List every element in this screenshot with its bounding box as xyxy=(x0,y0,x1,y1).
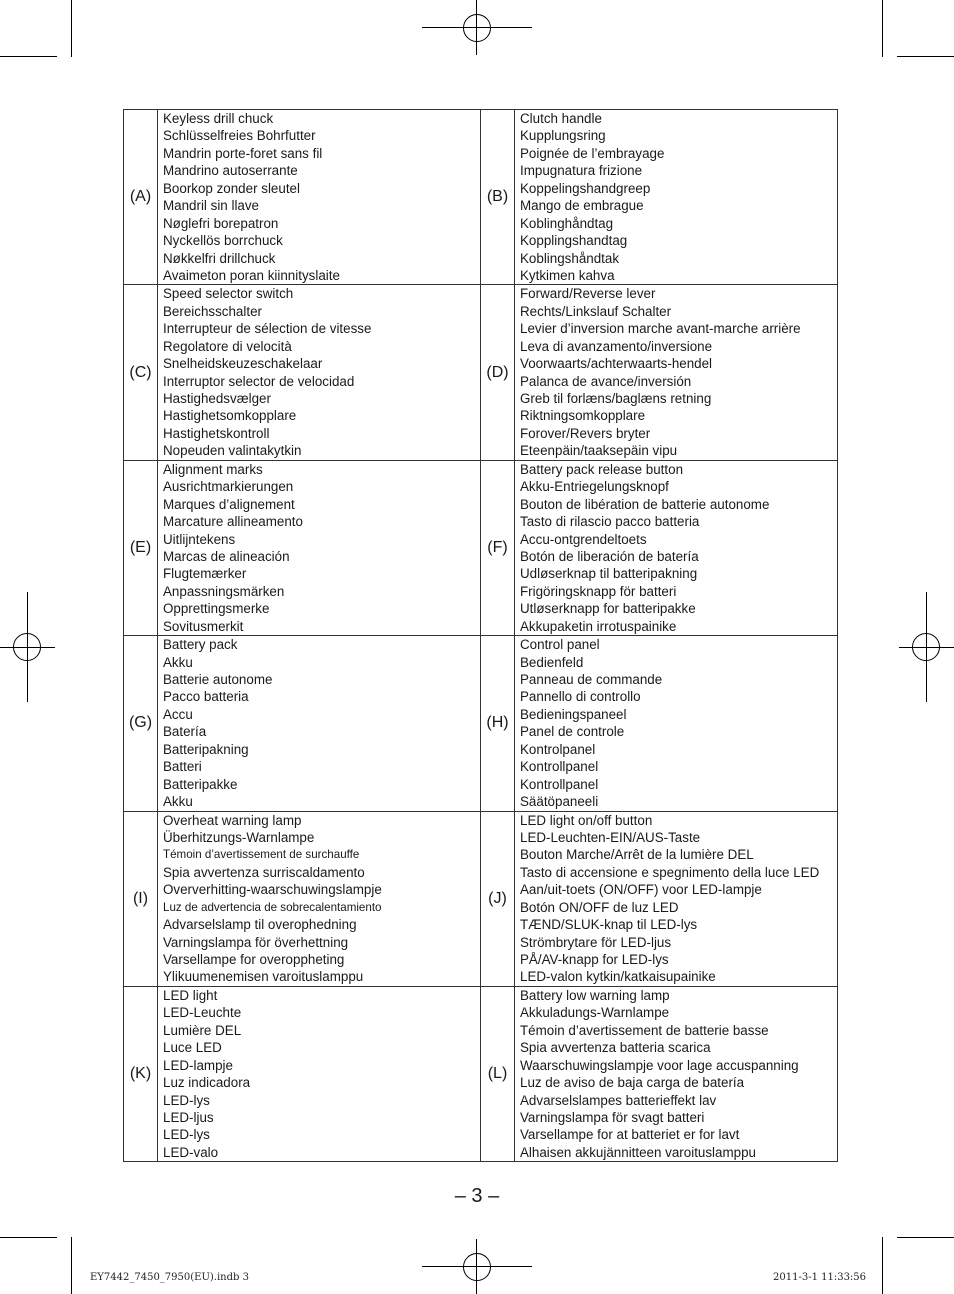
part-name-line: Battery low warning lamp xyxy=(520,987,670,1003)
part-name-line: Kontrollpanel xyxy=(520,776,599,792)
part-letter: (A) xyxy=(124,110,158,285)
part-name-line: TÆND/SLUK-knap til LED-lys xyxy=(520,917,698,933)
part-name-line: Eteenpäin/taaksepäin vipu xyxy=(520,443,678,459)
part-letter: (L) xyxy=(481,986,515,1161)
part-names xyxy=(515,110,838,285)
part-name-line: Keyless drill chuck xyxy=(163,111,274,126)
part-name-line: Luz de advertencia de sobrecalentamiento xyxy=(163,900,382,914)
part-name-line: Mandrino autoserrante xyxy=(163,163,298,179)
part-name-line: Accu xyxy=(163,706,193,722)
part-names xyxy=(158,811,481,986)
part-name-line: Flugtemærker xyxy=(163,566,247,582)
part-name-line: Koblinghåndtag xyxy=(520,215,614,231)
part-name-line: Advarselslampes batterieffekt lav xyxy=(520,1092,717,1108)
part-name-line: LED-Leuchte xyxy=(163,1005,242,1021)
part-name-line: LED-valo xyxy=(163,1144,219,1160)
part-name-line: PÅ/AV-knapp for LED-lys xyxy=(520,952,669,967)
part-name-line: Bereichsschalter xyxy=(163,303,262,319)
part-name-line: Botón de liberación de batería xyxy=(520,548,699,564)
part-letter: (G) xyxy=(124,636,158,811)
part-name-line: Palanca de avance/inversión xyxy=(520,373,692,389)
part-name-line: Waarschuwingslampje voor lage accuspanning xyxy=(520,1057,799,1073)
footer-timestamp: 2011-3-1 11:33:56 xyxy=(773,1272,867,1283)
part-name-line: Témoin d’avertissement de surchauffe xyxy=(163,848,360,862)
part-name-line: Nopeuden valintakytkin xyxy=(163,443,302,459)
part-name-line: Frigöringsknapp för batteri xyxy=(520,583,677,599)
part-name-line: LED-lys xyxy=(163,1092,210,1108)
part-name-line: Interrupteur de sélection de vitesse xyxy=(163,321,372,337)
part-name-line: Kupplungsring xyxy=(520,128,606,144)
part-name-line: Akku-Entriegelungsknopf xyxy=(520,479,669,495)
part-name-line: Mandrin porte-foret sans fil xyxy=(163,145,323,161)
part-name-line: Akkupaketin irrotuspainike xyxy=(520,618,677,634)
part-name-line: Spia avvertenza batteria scarica xyxy=(520,1040,711,1056)
part-name-line: Regolatore di velocità xyxy=(163,338,292,354)
part-name-line: Opprettingsmerke xyxy=(163,601,270,617)
part-name-line: Marcature allineamento xyxy=(163,514,303,530)
page-number: – 3 – xyxy=(454,1185,500,1207)
part-name-line: Forward/Reverse lever xyxy=(520,286,656,302)
part-names xyxy=(515,636,838,811)
part-names xyxy=(158,986,481,1161)
part-name-line: Accu-ontgrendeltoets xyxy=(520,531,647,547)
part-name-line: Panneau de commande xyxy=(520,672,663,687)
part-name-line: Speed selector switch xyxy=(163,286,294,302)
part-name-line: Batteri xyxy=(163,759,202,775)
part-name-line: Varsellampe for overoppheting xyxy=(163,952,345,967)
part-name-line: Nøkkelfri drillchuck xyxy=(163,250,276,266)
part-name-line: Lumière DEL xyxy=(163,1022,242,1038)
part-name-line: Marques d’alignement xyxy=(163,496,295,512)
part-names xyxy=(158,110,481,285)
part-names xyxy=(158,285,481,460)
part-letter: (D) xyxy=(481,285,515,460)
table-row xyxy=(124,636,838,811)
part-name-line: Koppelingshandgreep xyxy=(520,180,651,196)
part-name-line: Varningslampa för överhettning xyxy=(163,934,349,950)
part-name-line: Leva di avanzamento/inversione xyxy=(520,338,713,354)
part-name-line: Interruptor selector de velocidad xyxy=(163,373,355,389)
part-letter: (F) xyxy=(481,460,515,635)
part-names xyxy=(158,460,481,635)
part-name-line: LED-ljus xyxy=(163,1109,214,1125)
part-name-line: LED light on/off button xyxy=(520,812,653,828)
part-name-line: Hastighetsomkopplare xyxy=(163,408,297,424)
part-letter: (H) xyxy=(481,636,515,811)
part-name-line: Luz de aviso de baja carga de batería xyxy=(520,1075,745,1091)
part-name-line: Kontrolpanel xyxy=(520,741,596,757)
part-name-line: Advarselslamp til overophedning xyxy=(163,917,357,933)
part-name-line: Mango de embrague xyxy=(520,198,644,214)
part-name-line: Akku xyxy=(163,794,193,810)
part-name-line: Alhaisen akkujännitteen varoituslamppu xyxy=(520,1144,756,1160)
part-name-line: Ylikuumenemisen varoituslamppu xyxy=(163,969,364,985)
part-name-line: Aan/uit-toets (ON/OFF) voor LED-lampje xyxy=(520,882,762,898)
part-name-line: Battery pack xyxy=(163,637,238,653)
part-name-line: Hastighedsvælger xyxy=(163,391,271,406)
part-name-line: Überhitzungs-Warnlampe xyxy=(163,829,315,845)
part-letter: (J) xyxy=(481,811,515,986)
part-name-line: Batería xyxy=(163,724,207,740)
part-name-line: Témoin d’avertissement de batterie basse xyxy=(520,1022,769,1038)
part-letter: (B) xyxy=(481,110,515,285)
table-row xyxy=(124,986,838,1161)
part-name-line: LED-lys xyxy=(163,1127,210,1143)
footer-file-info: EY7442_7450_7950(EU).indb 3 xyxy=(90,1272,249,1283)
part-name-line: Akkuladungs-Warnlampe xyxy=(520,1005,670,1021)
part-name-line: Kopplingshandtag xyxy=(520,233,628,249)
part-name-line: Impugnatura frizione xyxy=(520,163,643,179)
part-name-line: Sovitusmerkit xyxy=(163,618,244,634)
part-names xyxy=(515,285,838,460)
part-name-line: Anpassningsmärken xyxy=(163,583,285,599)
part-name-line: Pannello di controllo xyxy=(520,689,641,705)
part-name-line: Rechts/Linkslauf Schalter xyxy=(520,303,672,319)
part-name-line: Botón ON/OFF de luz LED xyxy=(520,899,679,915)
part-name-line: Nyckellös borrchuck xyxy=(163,233,283,249)
part-letter: (E) xyxy=(124,460,158,635)
part-name-line: Nøglefri borepatron xyxy=(163,215,279,231)
part-name-line: Bedienfeld xyxy=(520,654,584,670)
part-name-line: Marcas de alineación xyxy=(163,548,290,564)
parts-table xyxy=(123,109,838,1162)
part-name-line: Overheat warning lamp xyxy=(163,812,302,828)
part-name-line: Battery pack release button xyxy=(520,461,684,477)
part-name-line: Clutch handle xyxy=(520,111,602,126)
part-name-line: Control panel xyxy=(520,637,600,653)
part-name-line: Spia avvertenza surriscaldamento xyxy=(163,864,365,880)
part-names xyxy=(515,986,838,1161)
table-row xyxy=(124,460,838,635)
part-name-line: Tasto di rilascio pacco batteria xyxy=(520,514,700,530)
part-name-line: Udløserknap til batteripakning xyxy=(520,566,698,582)
table-row xyxy=(124,110,838,285)
part-name-line: Kytkimen kahva xyxy=(520,267,615,283)
part-name-line: Varningslampa för svagt batteri xyxy=(520,1109,705,1125)
part-name-line: Tasto di accensione e spegnimento della luce LED xyxy=(520,864,820,880)
part-name-line: Batterie autonome xyxy=(163,672,273,687)
part-name-line: Mandril sin llave xyxy=(163,198,260,214)
part-name-line: Boorkop zonder sleutel xyxy=(163,180,300,196)
part-name-line: Ausrichtmarkierungen xyxy=(163,479,294,495)
part-name-line: Oververhitting-waarschuwingslampje xyxy=(163,882,382,898)
part-letter: (I) xyxy=(124,811,158,986)
part-name-line: Utløserknapp for batteripakke xyxy=(520,601,696,617)
part-name-line: Batteripakning xyxy=(163,741,249,757)
part-name-line: Säätöpaneeli xyxy=(520,794,599,810)
part-names xyxy=(515,460,838,635)
part-name-line: Bedieningspaneel xyxy=(520,706,627,722)
table-row xyxy=(124,285,838,460)
part-letter: (K) xyxy=(124,986,158,1161)
part-names xyxy=(158,636,481,811)
part-name-line: LED light xyxy=(163,987,218,1003)
part-name-line: Riktningsomkopplare xyxy=(520,408,646,424)
part-name-line: Voorwaarts/achterwaarts-hendel xyxy=(520,356,713,372)
part-name-line: Uitlijntekens xyxy=(163,531,236,547)
part-name-line: Alignment marks xyxy=(163,461,263,477)
part-name-line: Luz indicadora xyxy=(163,1075,251,1091)
part-names xyxy=(515,811,838,986)
part-name-line: Varsellampe for at batteriet er for lavt xyxy=(520,1127,740,1143)
part-name-line: LED-lampje xyxy=(163,1057,233,1073)
part-name-line: Forover/Revers bryter xyxy=(520,425,651,441)
part-name-line: Batteripakke xyxy=(163,776,238,792)
part-name-line: Akku xyxy=(163,654,193,670)
part-name-line: Bouton de libération de batterie autonome xyxy=(520,496,770,512)
part-name-line: Pacco batteria xyxy=(163,689,249,705)
part-name-line: Poignée de l’embrayage xyxy=(520,145,665,161)
part-name-line: Strömbrytare för LED-ljus xyxy=(520,934,672,950)
part-name-line: Greb til forlæns/baglæns retning xyxy=(520,391,712,406)
table-row xyxy=(124,811,838,986)
part-name-line: Kontrollpanel xyxy=(520,759,599,775)
part-name-line: LED-valon kytkin/katkaisupainike xyxy=(520,969,716,985)
part-name-line: Koblingshåndtak xyxy=(520,250,620,266)
part-name-line: Panel de controle xyxy=(520,724,625,740)
part-name-line: Snelheidskeuzeschakelaar xyxy=(163,356,323,372)
part-name-line: Schlüsselfreies Bohrfutter xyxy=(163,128,316,144)
part-letter: (C) xyxy=(124,285,158,460)
part-name-line: LED-Leuchten-EIN/AUS-Taste xyxy=(520,829,701,845)
part-name-line: Bouton Marche/Arrêt de la lumière DEL xyxy=(520,847,754,863)
part-name-line: Hastighetskontroll xyxy=(163,425,270,441)
part-name-line: Luce LED xyxy=(163,1040,222,1056)
part-name-line: Avaimeton poran kiinnityslaite xyxy=(163,267,340,283)
part-name-line: Levier d’inversion marche avant-marche arrière xyxy=(520,321,801,337)
